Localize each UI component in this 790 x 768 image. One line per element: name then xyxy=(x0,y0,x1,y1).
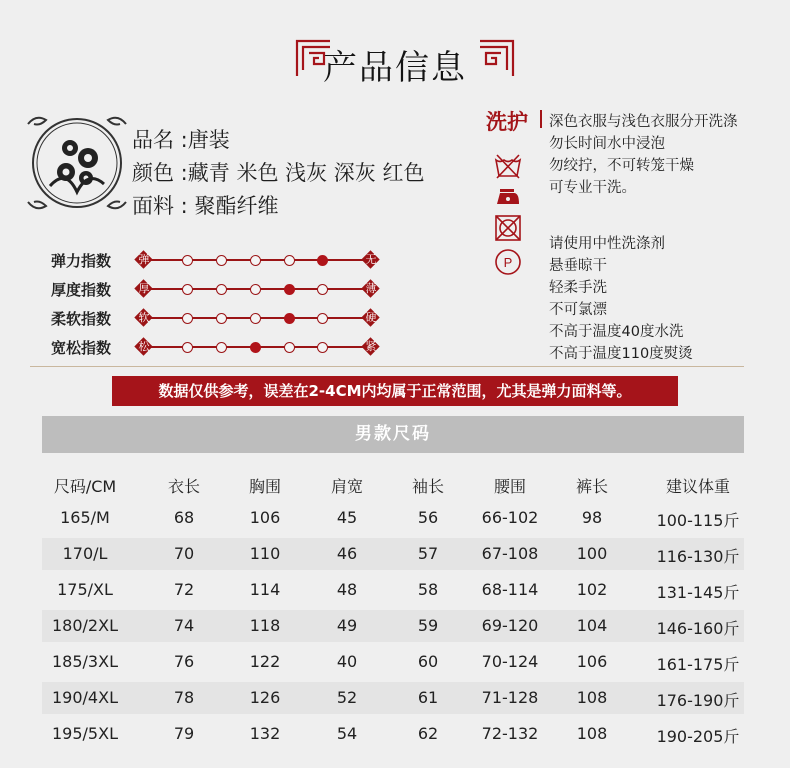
index-dot xyxy=(216,255,227,266)
care-title: 洗护 xyxy=(486,110,528,134)
product-material-label: 面料 : xyxy=(132,194,188,218)
index-dot xyxy=(182,342,193,353)
care-line: 可专业干洗。 xyxy=(549,180,636,196)
table-cell: 68-114 xyxy=(481,580,539,599)
index-selected-dot xyxy=(284,313,295,324)
table-cell: 170/L xyxy=(62,544,108,563)
table-cell: 100-115斤 xyxy=(656,511,740,530)
table-cell: 60 xyxy=(417,652,439,671)
index-left-text: 厚 xyxy=(138,282,150,295)
table-column-header: 胸围 xyxy=(248,477,281,496)
product-color-value: 藏青 米色 浅灰 深灰 红色 xyxy=(187,161,425,185)
table-cell: 48 xyxy=(336,580,358,599)
index-dot xyxy=(317,342,328,353)
table-cell: 180/2XL xyxy=(52,616,118,635)
product-name-value: 唐装 xyxy=(187,128,230,152)
care-line: 轻柔手洗 xyxy=(549,280,607,296)
care-line: 勿绞拧，不可转笼干燥 xyxy=(549,158,694,174)
table-cell: 79 xyxy=(173,724,195,743)
table-cell: 106 xyxy=(249,508,281,527)
index-right-text: 无 xyxy=(365,253,377,266)
table-cell: 104 xyxy=(576,616,608,635)
index-dot xyxy=(317,284,328,295)
product-material-row xyxy=(132,190,278,220)
table-cell: 56 xyxy=(417,508,439,527)
no-wash-icon xyxy=(494,152,522,180)
no-tumble-dry-icon xyxy=(494,214,522,242)
table-cell: 176-190斤 xyxy=(656,691,740,710)
product-color-row xyxy=(132,157,424,187)
product-name-label: 品名 : xyxy=(132,128,188,152)
index-dot xyxy=(182,313,193,324)
index-selected-dot xyxy=(317,255,328,266)
iron-icon xyxy=(494,183,522,211)
index-right-text: 薄 xyxy=(365,282,377,295)
table-cell: 98 xyxy=(581,508,603,527)
section-divider xyxy=(30,366,744,367)
table-column-header: 肩宽 xyxy=(330,477,363,496)
index-selected-dot xyxy=(284,284,295,295)
index-right-marker xyxy=(362,338,380,356)
index-label: 弹力指数 xyxy=(51,252,112,270)
table-cell: 70 xyxy=(173,544,195,563)
page-title: 产品信息 xyxy=(323,48,467,88)
table-column-header: 腰围 xyxy=(493,477,526,496)
table-cell: 67-108 xyxy=(481,544,539,563)
table-cell: 49 xyxy=(336,616,358,635)
index-dot xyxy=(250,313,261,324)
table-cell: 122 xyxy=(249,652,281,671)
index-right-marker xyxy=(362,280,380,298)
product-color-label: 颜色 : xyxy=(132,161,188,185)
fret-ornament-right-icon xyxy=(480,38,516,78)
table-cell: 54 xyxy=(336,724,358,743)
table-cell: 146-160斤 xyxy=(656,619,740,638)
table-cell: 161-175斤 xyxy=(656,655,740,674)
table-cell: 45 xyxy=(336,508,358,527)
table-cell: 52 xyxy=(336,688,358,707)
table-column-header: 裤长 xyxy=(575,477,608,496)
table-cell: 59 xyxy=(417,616,439,635)
index-label: 柔软指数 xyxy=(51,310,112,328)
index-scale xyxy=(135,338,380,356)
index-left-marker xyxy=(135,309,153,327)
table-cell: 69-120 xyxy=(481,616,539,635)
table-column-header: 建议体重 xyxy=(665,477,730,496)
index-dot xyxy=(216,342,227,353)
index-dot xyxy=(317,313,328,324)
table-cell: 72-132 xyxy=(481,724,539,743)
table-cell: 62 xyxy=(417,724,439,743)
table-cell: 61 xyxy=(417,688,439,707)
care-line: 勿长时间水中浸泡 xyxy=(549,136,665,152)
dry-clean-p-icon xyxy=(494,248,522,276)
table-cell: 70-124 xyxy=(481,652,539,671)
dry-clean-letter: P xyxy=(503,255,513,270)
care-line: 不可氯漂 xyxy=(549,302,607,318)
table-cell: 190-205斤 xyxy=(656,727,740,746)
table-cell: 116-130斤 xyxy=(656,547,740,566)
table-cell: 68 xyxy=(173,508,195,527)
index-dot xyxy=(182,284,193,295)
table-cell: 74 xyxy=(173,616,195,635)
table-cell: 118 xyxy=(249,616,281,635)
table-cell: 175/XL xyxy=(57,580,113,599)
index-dot xyxy=(284,255,295,266)
table-cell: 57 xyxy=(417,544,439,563)
index-left-marker xyxy=(135,251,153,269)
size-table-title: 男款尺码 xyxy=(42,416,744,453)
table-cell: 132 xyxy=(249,724,281,743)
table-cell: 100 xyxy=(576,544,608,563)
product-name-row xyxy=(132,124,230,154)
index-right-marker xyxy=(362,309,380,327)
notice-banner: 数据仅供参考，误差在2-4CM内均属于正常范围，尤其是弹力面料等。 xyxy=(112,376,678,406)
index-left-marker xyxy=(135,280,153,298)
care-line: 不高于温度110度熨烫 xyxy=(549,346,693,362)
index-right-text: 硬 xyxy=(365,311,377,324)
index-right-text: 紧 xyxy=(365,340,377,353)
index-scale xyxy=(135,309,380,327)
index-selected-dot xyxy=(250,342,261,353)
care-line: 请使用中性洗涤剂 xyxy=(549,236,665,252)
index-dot xyxy=(182,255,193,266)
index-left-marker xyxy=(135,338,153,356)
table-cell: 46 xyxy=(336,544,358,563)
index-left-text: 松 xyxy=(138,340,150,353)
floral-emblem-icon xyxy=(26,112,128,214)
table-cell: 40 xyxy=(336,652,358,671)
index-dot xyxy=(216,284,227,295)
table-column-header: 衣长 xyxy=(167,477,200,496)
table-cell: 190/4XL xyxy=(52,688,118,707)
table-cell: 72 xyxy=(173,580,195,599)
index-label: 厚度指数 xyxy=(51,281,112,299)
table-cell: 165/M xyxy=(60,508,110,527)
index-right-marker xyxy=(362,251,380,269)
table-column-header: 袖长 xyxy=(411,477,444,496)
table-cell: 78 xyxy=(173,688,195,707)
table-cell: 126 xyxy=(249,688,281,707)
table-cell: 195/5XL xyxy=(52,724,118,743)
table-cell: 58 xyxy=(417,580,439,599)
care-line: 不高于温度40度水洗 xyxy=(549,324,684,340)
index-scale xyxy=(135,251,380,269)
index-dot xyxy=(250,284,261,295)
table-cell: 114 xyxy=(249,580,281,599)
table-cell: 108 xyxy=(576,688,608,707)
table-cell: 131-145斤 xyxy=(656,583,740,602)
table-cell: 108 xyxy=(576,724,608,743)
index-left-text: 软 xyxy=(138,311,150,324)
table-cell: 106 xyxy=(576,652,608,671)
table-cell: 185/3XL xyxy=(52,652,118,671)
table-cell: 110 xyxy=(249,544,281,563)
index-scale xyxy=(135,280,380,298)
index-dot xyxy=(250,255,261,266)
table-cell: 71-128 xyxy=(481,688,539,707)
care-line: 悬垂晾干 xyxy=(549,258,607,274)
table-cell: 76 xyxy=(173,652,195,671)
index-dot xyxy=(216,313,227,324)
index-label: 宽松指数 xyxy=(51,339,112,357)
index-left-text: 弹 xyxy=(138,253,150,266)
index-dot xyxy=(284,342,295,353)
care-line: 深色衣服与浅色衣服分开洗涤 xyxy=(549,114,738,130)
table-column-header: 尺码/CM xyxy=(53,477,117,496)
table-cell: 66-102 xyxy=(481,508,539,527)
product-material-value: 聚酯纤维 xyxy=(194,194,279,218)
care-title-divider xyxy=(540,110,542,128)
table-cell: 102 xyxy=(576,580,608,599)
